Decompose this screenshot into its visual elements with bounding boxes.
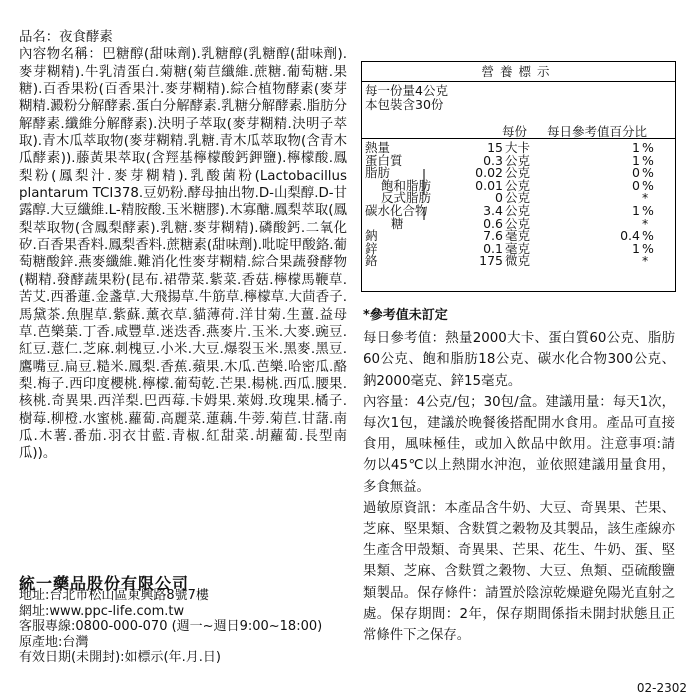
nutrient-name: 熱量 — [365, 140, 391, 155]
ingredients-list: 內容物名稱：巴糖醇(甜味劑).乳糖醇(乳糖醇(甜味劑).麥芽糊精).牛乳清蛋白.菊糖(菊苣纖維.蔗糖.葡萄糖.果糖).百香果粉(百香果汁.麥芽糊精).綜合植物酵素(麥芽糊精.澱粉分解酵素.蛋白分解酵素.乳糖分解酵素.脂肪分解酵素.纖維分解酵素).決明子萃取(麥芽糊精.決明子萃取).青木瓜萃取物(麥芽糊精.乳糖.青木瓜萃取物(含青木瓜酵素)).藤黃果萃取(含羥基檸檬酸鈣鉀鹽).檸檬酸.鳳梨粉(鳳梨汁.麥芽糊精).乳酸菌粉(Lactobacillus plantarum TCI378.豆奶粉.酵母抽出物.D-山梨醇.D-甘露醇.大豆纖維.L-精胺酸.玉米糖膠).木寡醣.鳳梨萃取(鳳梨萃取物(含鳳梨酵素).乳糖.麥芽糊精).磷酸鈣.二氧化矽.百香果香料.鳳梨香料.蔗糖素(甜味劑).吡啶甲酸鉻.葡萄糖酸鋅.燕麥纖維.難消化性麥芽糊精.綜合果蔬發酵物(糊精.發酵蔬果粉(昆布.裙帶菜.紫菜.香菇.檸檬馬鞭草.苦艾.西番蓮.金盞草.大飛揚草.牛筋草.檸檬草.大茴香子.馬黛茶.魚腥草.紫蘇.薰衣草.貓薄荷.洋甘菊.生薑.益母草.芭樂葉.丁香.咸豐草.迷迭香.燕麥片.玉米.大麥.豌豆.紅豆.薏仁.芝麻.刺槐豆.小米.大豆.爆裂玉米.黑麥.黑豆.鷹嘴豆.扁豆.糙米.鳳梨.香蕉.蘋果.木瓜.芭樂.哈密瓜.酪梨.梅子.西印度櫻桃.檸檬.葡萄乾.芒果.楊桃.西瓜.腰果.核桃.奇異果.西洋梨.巴西莓.卡姆果.萊姆.玫瑰果.橘子.樹莓.柳橙.水蜜桃.蘿蔔.高麗菜.蓮藕.牛蒡.菊苣.甘藷.南瓜.木薯.番茄.羽衣甘藍.青椒.紅甜菜.胡蘿蔔.長型南瓜))。 — [19, 47, 347, 462]
nutrient-pct-unit: * — [642, 190, 649, 206]
nutrient-daily-pct: 0 — [632, 165, 640, 181]
product-info — [19, 29, 347, 463]
nutrient-unit: 微克 — [505, 253, 531, 269]
nutrient-unit: 公克 — [505, 190, 531, 206]
nutrient-daily-pct: 1 — [632, 152, 640, 168]
ref-header: *參考值未訂定 — [363, 308, 448, 323]
nutrient-pct-unit: * — [642, 215, 649, 231]
nutrient-daily-pct: 1 — [632, 202, 640, 218]
nutrient-pct-unit: % — [642, 177, 654, 193]
nutrient-value: 0 — [495, 190, 503, 206]
contact-info — [19, 588, 322, 666]
nutrient-value: 0.02 — [475, 165, 503, 181]
company-name: 統一藥品股份有限公司 — [19, 574, 190, 593]
website: 網址:www.ppc-life.com.tw — [19, 603, 185, 619]
nutrient-name: 鉻 — [365, 253, 378, 269]
nutrient-name: 蛋白質 — [365, 152, 403, 168]
nutrient-unit: 大卡 — [505, 140, 531, 155]
nutrient-name: 鋅 — [365, 240, 378, 256]
nutrition-header — [362, 122, 675, 139]
nutrient-pct-unit: % — [642, 228, 654, 244]
nutrient-unit: 公克 — [505, 152, 531, 168]
nutrient-name: 鈉 — [365, 228, 378, 244]
nutrient-pct-unit: % — [642, 165, 654, 181]
nutrition-title: 營養標示 — [362, 62, 675, 82]
nutrient-pct-unit: * — [642, 253, 649, 269]
nutrient-pct-unit: % — [642, 240, 654, 256]
nutrient-name: 脂肪 — [365, 165, 391, 181]
product-code: 02-2302 — [636, 681, 687, 695]
nutrient-pct-unit: % — [642, 140, 654, 155]
nutrient-pct-unit: % — [642, 152, 654, 168]
col-per-serving: 每份 — [502, 124, 528, 139]
servings-per-pack: 本包裝含30份 — [365, 97, 444, 112]
daily-reference: 每日參考值：熱量2000大卡、蛋白質60公克、脂肪60公克、飽和脂肪18公克、碳水化合物300公克、鈉2000毫克、鋅15毫克。 — [363, 331, 675, 389]
nutrient-value: 0.3 — [483, 152, 503, 168]
nutrient-unit: 公克 — [505, 177, 531, 193]
nutrition-row — [362, 255, 675, 268]
nutrient-value: 175 — [479, 253, 503, 269]
hotline: 客服專線:0800-000-070 (週一~週日9:00~18:00) — [19, 619, 323, 635]
nutrient-unit: 公克 — [505, 215, 531, 231]
nutrient-value: 0.6 — [483, 215, 503, 231]
col-daily-value: 每日參考值百分比 — [547, 124, 648, 139]
nutrient-value: 7.6 — [483, 228, 503, 244]
nutrition-rows — [362, 142, 675, 268]
product-name: 品名：夜食酵素 — [19, 30, 113, 45]
expiry: 有效日期(未開封):如標示(年.月.日) — [19, 650, 221, 666]
usage-text: 內容量：4公克/包；30包/盒。建議用量：每天1次，每次1包，建議於晚餐後搭配開水食用。產品可直接食用，風味極佳，或加入飲品中飲用。注意事項:請勿以45℃以上熱開水沖泡，並依照建議用量食用，多食無益。 — [363, 394, 675, 495]
nutrient-unit: 毫克 — [505, 228, 531, 244]
nutrient-name: 碳水化合物 — [365, 202, 428, 218]
nutrient-name: 飽和脂肪 — [381, 177, 432, 193]
nutrient-unit: 公克 — [505, 202, 531, 218]
nutrition-table — [361, 61, 676, 292]
nutrient-value: 3.4 — [483, 202, 503, 218]
nutrient-pct-unit: % — [642, 202, 654, 218]
nutrient-unit: 公克 — [505, 165, 531, 181]
nutrient-daily-pct: 1 — [632, 240, 640, 256]
nutrient-unit: 毫克 — [505, 240, 531, 256]
notes-block — [363, 305, 675, 646]
nutrient-daily-pct: 0.4 — [620, 228, 640, 244]
nutrient-daily-pct: 0 — [632, 177, 640, 193]
nutrient-value: 0.01 — [475, 177, 503, 193]
nutrient-value: 15 — [487, 140, 503, 155]
origin: 原產地:台灣 — [19, 634, 89, 650]
address: 地址:台北市松山區東興路8號7樓 — [19, 588, 209, 603]
nutrient-name: 糖 — [391, 215, 404, 231]
serving-size: 每一份量4公克 — [365, 83, 448, 98]
nutrient-name: 反式脂肪 — [381, 190, 432, 206]
nutrient-value: 0.1 — [483, 240, 503, 256]
nutrient-daily-pct: 1 — [632, 140, 640, 155]
allergen-text: 過敏原資訊：本產品含牛奶、大豆、奇異果、芒果、芝麻、堅果類、含麩質之穀物及其製品，該生產線亦生產含甲殼類、奇異果、芒果、花生、牛奶、蛋、堅果類、芝麻、含麩質之穀物、大豆、魚類、亞硫酸鹽類製品。保存條件：請置於陰涼乾燥避免陽光直射之處。保存期間：2年，保存期間係指未開封狀態且正常條件下之保存。 — [363, 500, 675, 644]
